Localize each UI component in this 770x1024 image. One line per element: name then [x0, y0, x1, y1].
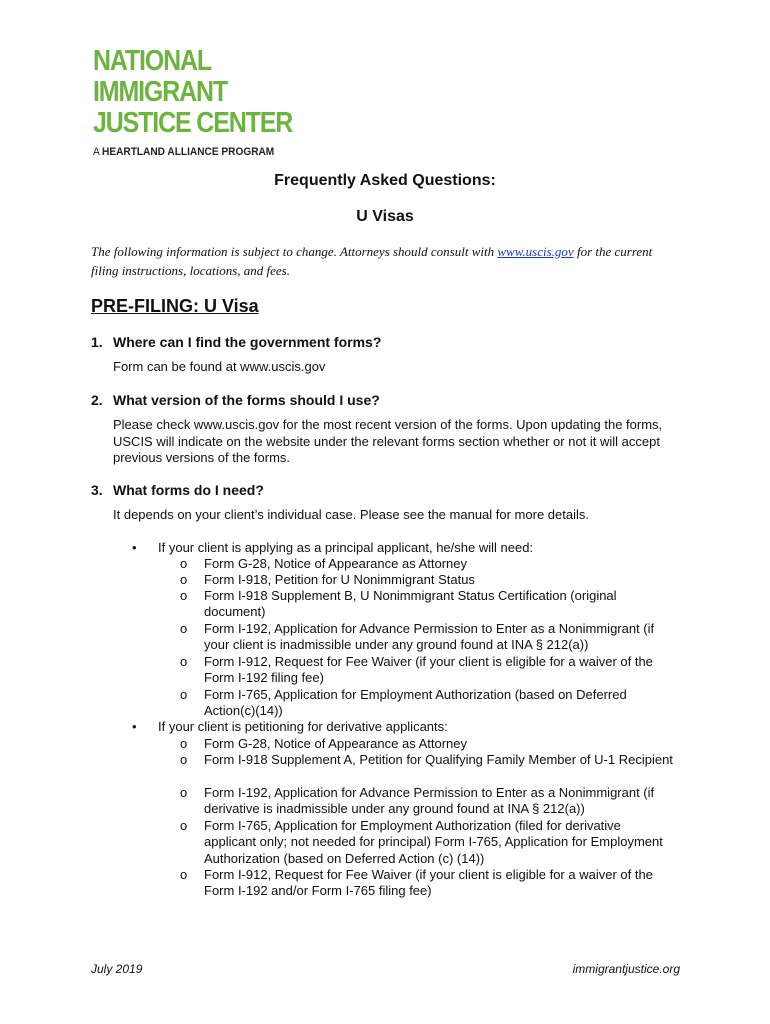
bullet-symbol: •	[132, 540, 137, 555]
page-title: Frequently Asked Questions:	[274, 172, 496, 189]
page-subtitle: U Visas	[356, 208, 414, 225]
question-3: 3. What forms do I need?	[91, 482, 264, 498]
answer-1: Form can be found at www.uscis.gov	[113, 359, 326, 374]
bullet-derivative: If your client is petitioning for derivative applicants:	[158, 719, 448, 734]
logo-subtitle: A HEARTLAND ALLIANCE PROGRAM	[93, 146, 275, 158]
logo-line-2: IMMIGRANT	[93, 76, 228, 108]
question-1: 1. Where can I find the government forms?	[91, 334, 382, 350]
logo-line-1: NATIONAL	[93, 45, 212, 77]
question-2: 2. What version of the forms should I use?	[91, 392, 380, 408]
bullet-symbol: •	[132, 719, 137, 734]
organization-logo	[93, 46, 325, 158]
footer-website: immigrantjustice.org	[572, 962, 680, 976]
uscis-link[interactable]: www.uscis.gov	[497, 244, 574, 259]
logo-line-3: JUSTICE CENTER	[93, 107, 293, 139]
footer-date: July 2019	[91, 962, 143, 976]
bullet-principal: If your client is applying as a principal applicant, he/she will need:	[158, 540, 534, 555]
intro-paragraph: The following information is subject to change. Attorneys should consult with www.uscis.gov for the current filing instructions, locations, and fees.	[91, 244, 653, 278]
section-heading: PRE-FILING: U Visa	[91, 296, 259, 316]
answer-2: Please check www.uscis.gov for the most recent version of the forms. Upon updating the forms, USCIS will indicate on the website under the relevant forms section whether or not it will accept previous versions of the forms.	[113, 417, 663, 465]
answer-3: It depends on your client’s individual case. Please see the manual for more details.	[113, 507, 589, 522]
